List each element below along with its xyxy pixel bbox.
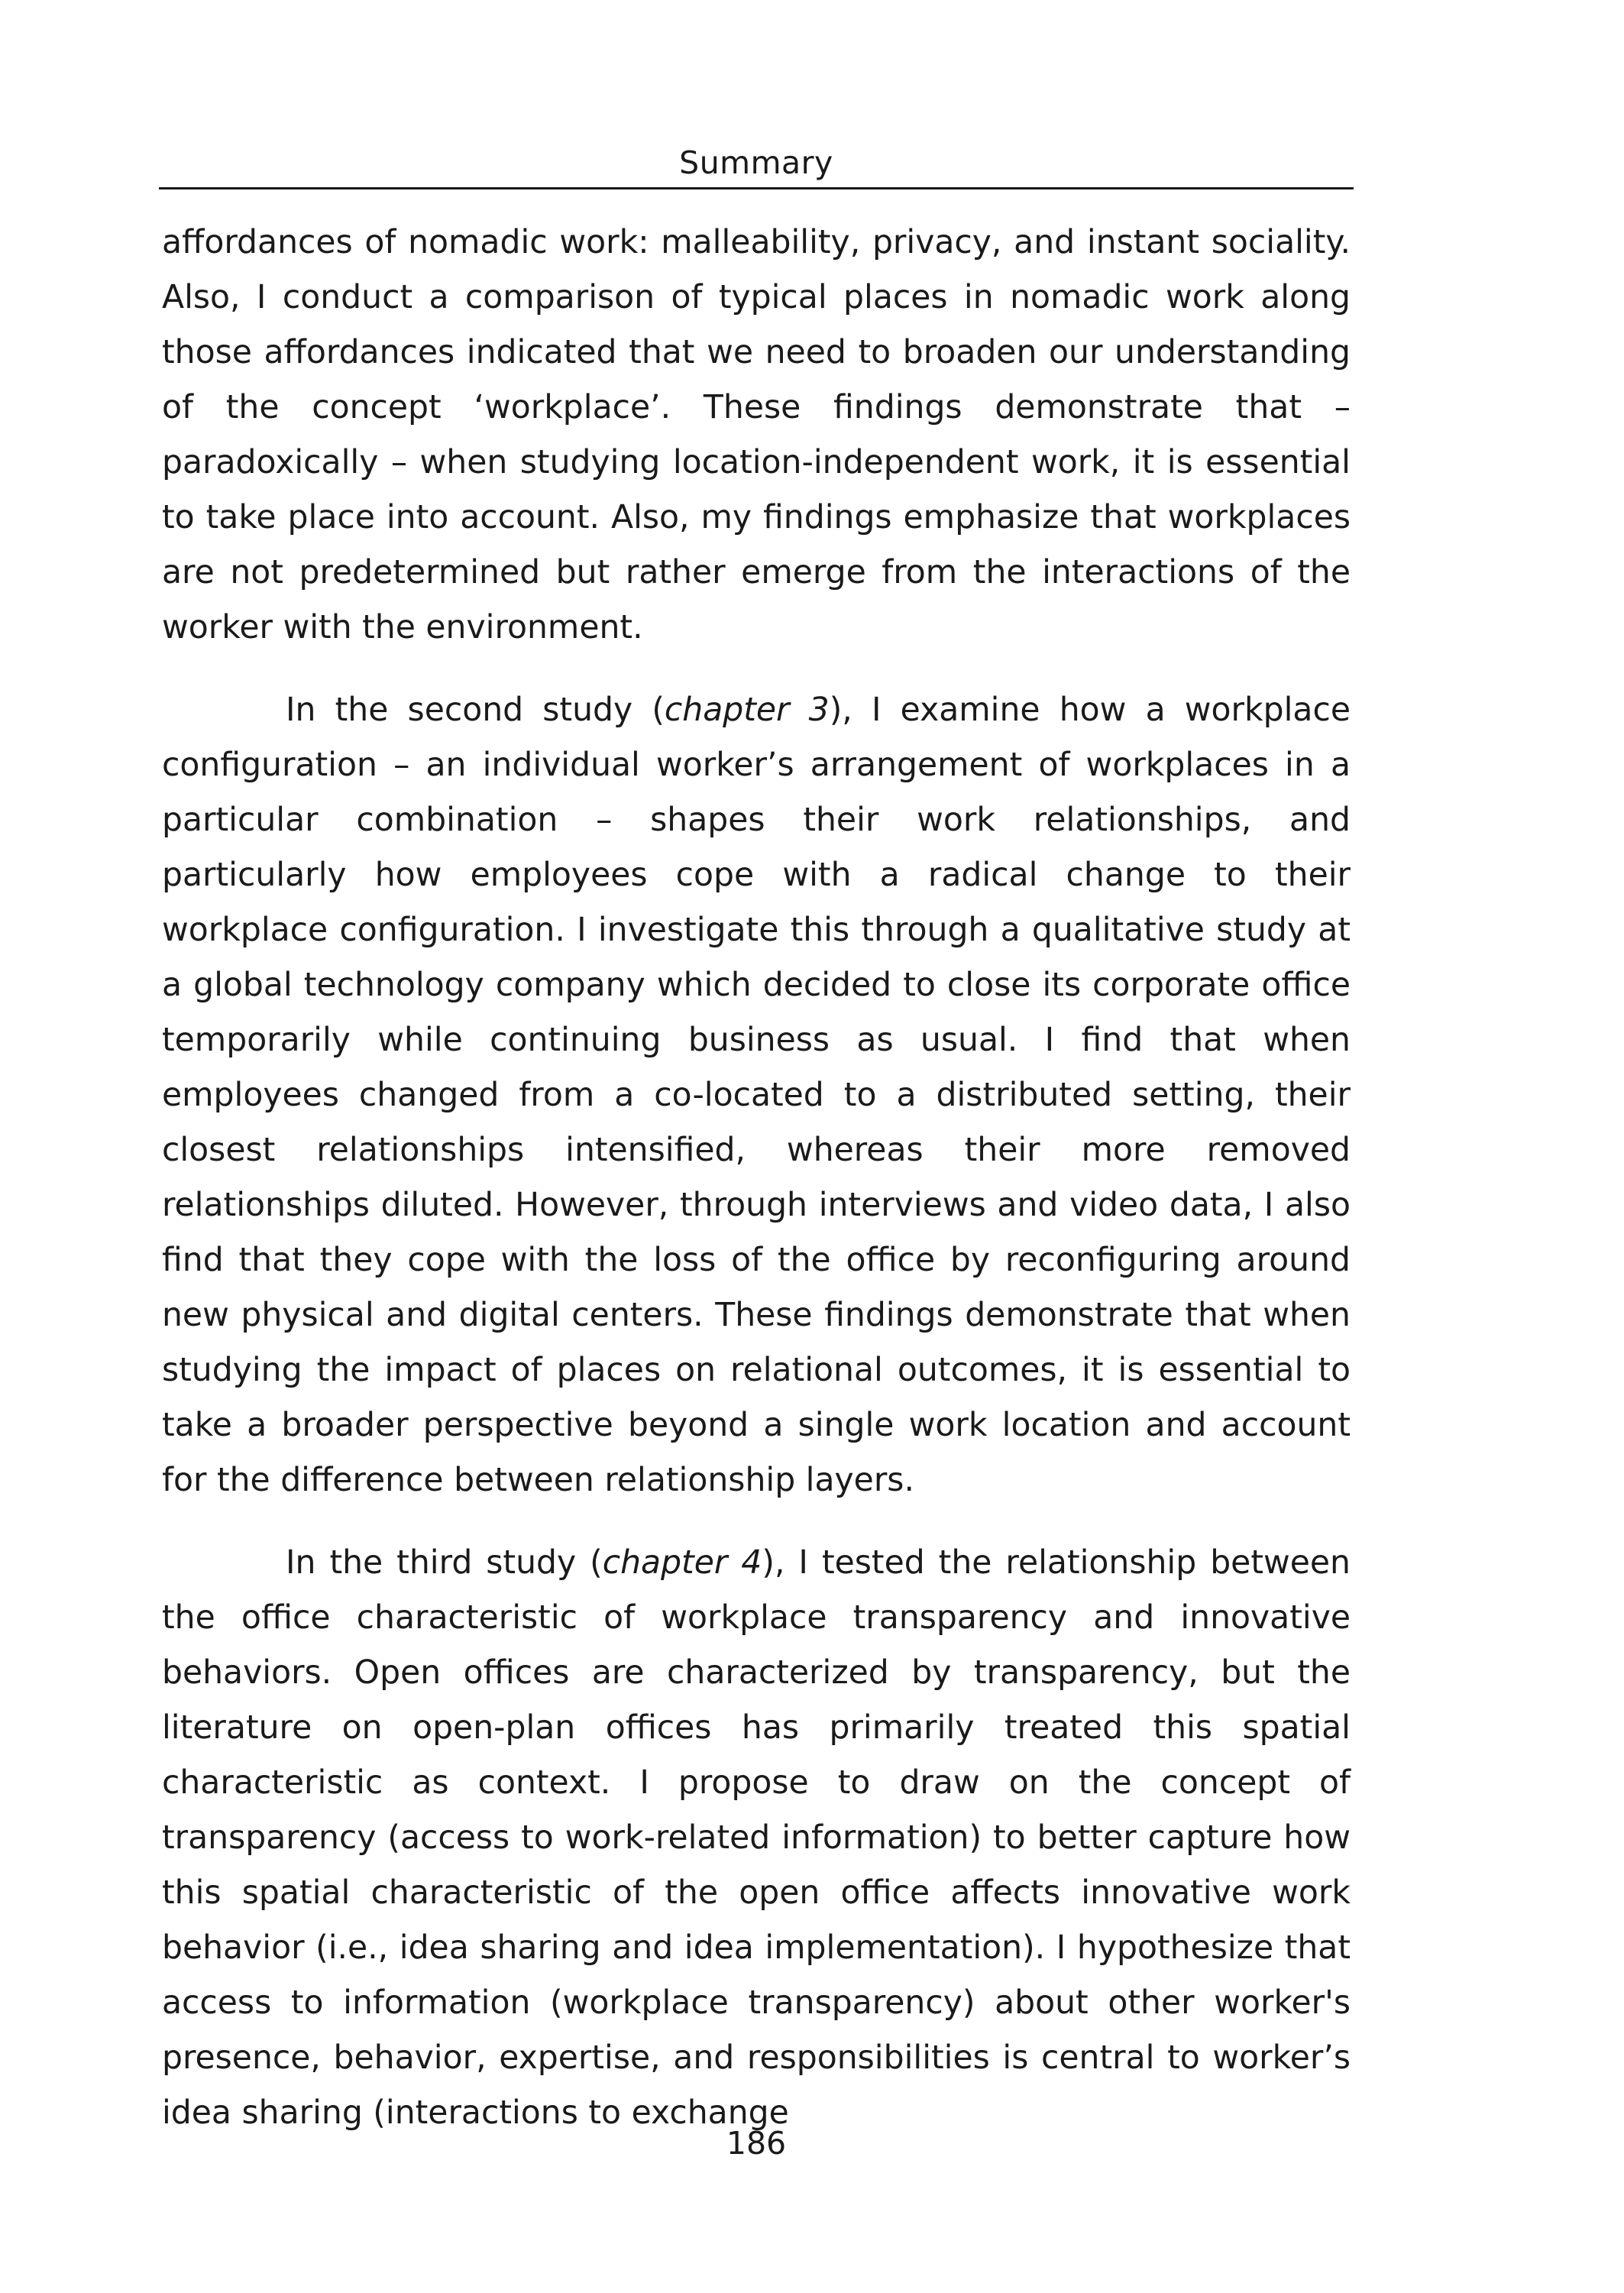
body-text [162, 215, 1351, 2141]
paragraph-2-text-b: ), I examine how a workplace configuration – an individual worker’s arrangement of workplaces in a particular combination – shapes their work relationships, and particularly how employees cope with a radical change to their workplace configuration. I investigate this through a qualitative study at a global technology company which decided to close its corporate office temporarily while continuing business as usual. I find that when employees changed from a co-located to a distributed setting, their closest relationships intensified, whereas their more removed relationships diluted. However, through interviews and video data, I also find that they cope with the loss of the office by reconfiguring around new physical and digital centers. These findings demonstrate that when studying the impact of places on relational outcomes, it is essential to take a broader perspective beyond a single work location and account for the difference between relationship layers. [162, 691, 1351, 1499]
paragraph-3 [162, 1536, 1351, 2141]
running-head: Summary [679, 144, 833, 181]
paragraph-2 [162, 683, 1351, 1508]
page-number: 186 [726, 2125, 787, 2162]
paragraph-3-text-b: ), I tested the relationship between the office characteristic of workplace transparency and innovative behaviors. Open offices are characterized by transparency, but the literature on open-plan offices has primarily treated this spatial characteristic as context. I propose to draw on the concept of transparency (access to work-related information) to better capture how this spatial characteristic of the open office affects innovative work behavior (i.e., idea sharing and idea implementation). I hypothesize that access to information (workplace transparency) about other worker's presence, behavior, expertise, and responsibilities is central to worker’s idea sharing (interactions to exchange [162, 1544, 1351, 2132]
chapter-4-reference: chapter 4 [602, 1544, 762, 1582]
paragraph-1 [162, 215, 1351, 656]
chapter-3-reference: chapter 3 [664, 691, 830, 729]
header-rule [159, 187, 1354, 189]
paragraph-1-text: affordances of nomadic work: malleability, privacy, and instant sociality. Also, I conduct a comparison of typical places in nomadic work along those affordances indicated that we need to broaden our understanding of the concept ‘workplace’. These findings demonstrate that – paradoxically – when studying location-independent work, it is essential to take place into account. Also, my findings emphasize that workplaces are not predetermined but rather emerge from the interactions of the worker with the environment. [162, 224, 1351, 646]
paragraph-3-text-a: In the third study ( [286, 1544, 603, 1582]
paragraph-2-text-a: In the second study ( [286, 691, 665, 729]
